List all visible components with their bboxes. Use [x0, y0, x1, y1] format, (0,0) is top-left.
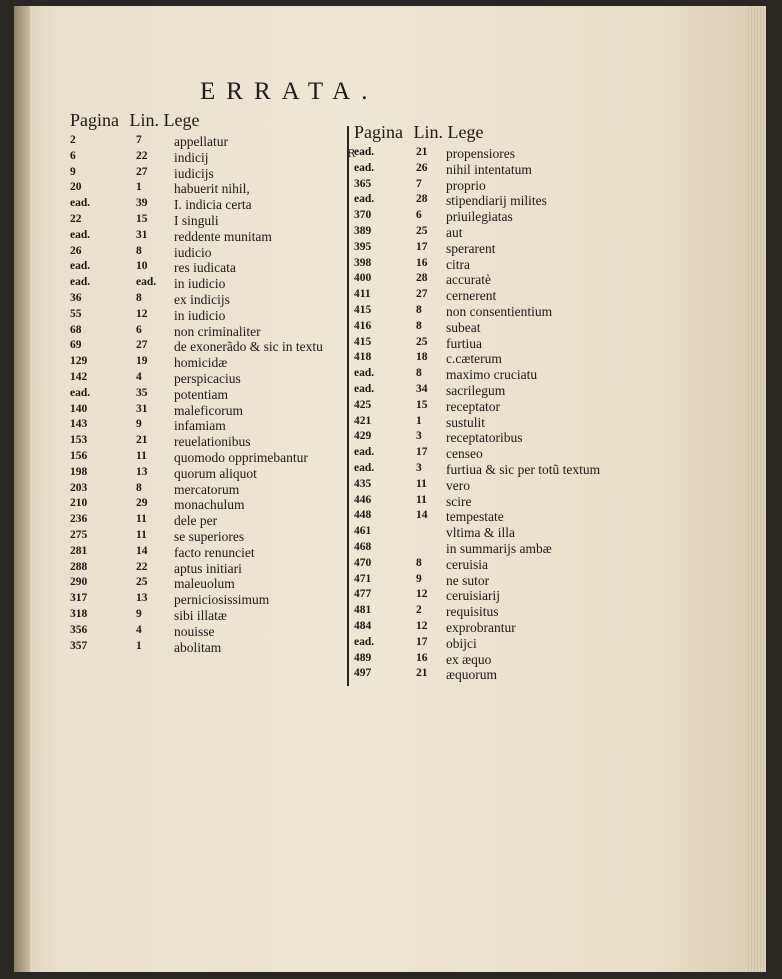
errata-line-number: 9 [416, 572, 422, 585]
errata-page-number: 400 [354, 272, 372, 285]
errata-line-number: 11 [136, 513, 147, 526]
errata-page-number: 236 [70, 513, 88, 526]
errata-correction: proprio [446, 177, 486, 193]
errata-correction: exprobrantur [446, 619, 516, 635]
errata-row [354, 415, 634, 431]
errata-correction: furtiua & sic per totũ textum [446, 461, 601, 477]
errata-row [70, 134, 340, 150]
errata-page-number: 317 [70, 592, 88, 605]
errata-row [70, 592, 340, 608]
errata-line-number: 8 [416, 367, 422, 380]
errata-row [70, 371, 340, 387]
errata-correction: nouisse [174, 623, 215, 639]
errata-row [70, 529, 340, 545]
errata-row [70, 197, 340, 213]
errata-row [354, 193, 634, 209]
errata-correction: ne sutor [446, 572, 490, 588]
errata-page-number: 370 [354, 209, 372, 222]
errata-correction: vero [446, 477, 470, 493]
errata-line-number: 27 [136, 165, 148, 178]
errata-row [354, 320, 634, 336]
errata-line-number: 25 [416, 224, 428, 237]
errata-row [70, 513, 340, 529]
errata-row [354, 573, 634, 589]
errata-line-number: 1 [136, 639, 142, 652]
errata-page-number: 318 [70, 607, 88, 620]
errata-page-number: 484 [354, 619, 372, 632]
errata-correction: ceruisia [446, 556, 488, 572]
errata-row [354, 178, 634, 194]
errata-row [70, 260, 340, 276]
errata-row [70, 450, 340, 466]
errata-row [354, 430, 634, 446]
errata-row [70, 229, 340, 245]
errata-line-number: 13 [136, 465, 148, 478]
errata-line-number: 1 [416, 414, 422, 427]
errata-line-number: 17 [416, 635, 428, 648]
errata-correction: perspicacius [174, 370, 241, 386]
errata-line-number: 14 [416, 509, 428, 522]
errata-line-number: 16 [416, 256, 428, 269]
errata-correction: homicidæ [174, 355, 228, 371]
errata-column-left [70, 110, 340, 655]
errata-correction: sperarent [446, 240, 496, 256]
errata-row [354, 272, 634, 288]
show-through-text [466, 94, 468, 119]
errata-correction: ceruisiarij [446, 588, 500, 604]
errata-page-number: 461 [354, 525, 372, 538]
errata-list-left [70, 134, 340, 655]
errata-page-number: 142 [70, 370, 88, 383]
errata-page-number: 143 [70, 418, 88, 431]
errata-list-right [354, 146, 634, 683]
errata-correction: sustulit [446, 414, 486, 430]
errata-page-number: 395 [354, 240, 372, 253]
errata-row [354, 494, 634, 510]
errata-line-number: 8 [416, 556, 422, 569]
errata-line-number: 2 [416, 604, 422, 617]
book-page [14, 6, 766, 972]
errata-row [70, 608, 340, 624]
book-binding [14, 6, 30, 972]
errata-row [354, 667, 634, 683]
errata-page-number: 389 [354, 224, 372, 237]
errata-correction: scire [446, 493, 472, 509]
errata-page-number: ead. [70, 276, 91, 289]
errata-line-number: 28 [416, 193, 428, 206]
errata-correction: maleuolum [174, 576, 235, 592]
errata-row [354, 146, 634, 162]
errata-page-number: 156 [70, 449, 88, 462]
errata-row [354, 383, 634, 399]
errata-correction: potentiam [174, 386, 228, 402]
errata-line-number: 27 [416, 288, 428, 301]
errata-row [354, 509, 634, 525]
errata-correction: se superiores [174, 528, 245, 544]
errata-row [70, 624, 340, 640]
errata-row [354, 304, 634, 320]
errata-page-number: 68 [70, 323, 82, 336]
errata-page-number: 429 [354, 430, 372, 443]
errata-correction: facto renunciet [174, 544, 255, 560]
errata-row [354, 399, 634, 415]
errata-row [70, 150, 340, 166]
errata-row [70, 640, 340, 656]
errata-correction: aut [446, 224, 463, 240]
errata-page-number: 36 [70, 291, 82, 304]
errata-correction: infamiam [174, 418, 226, 434]
errata-correction: obijci [446, 635, 477, 651]
errata-line-number: 13 [136, 592, 148, 605]
errata-line-number: 12 [416, 588, 428, 601]
errata-page-number: 9 [70, 165, 76, 178]
errata-line-number: 7 [416, 177, 422, 190]
errata-row [354, 336, 634, 352]
errata-correction: vltima & illa [446, 525, 515, 541]
errata-page-number: 153 [70, 434, 88, 447]
margin-mark: R [347, 147, 356, 160]
errata-line-number: 8 [136, 291, 142, 304]
errata-correction: I. indicia certa [174, 197, 252, 213]
errata-row [70, 497, 340, 513]
errata-line-number: 21 [416, 146, 428, 158]
errata-correction: in iudicio [174, 307, 226, 323]
errata-correction: perniciosissimum [174, 592, 270, 608]
errata-correction: in summarijs ambæ [446, 540, 552, 556]
errata-line-number: 8 [416, 303, 422, 316]
errata-row [70, 545, 340, 561]
errata-row [70, 387, 340, 403]
errata-page-number: 481 [354, 604, 372, 617]
errata-row [70, 576, 340, 592]
errata-row [354, 367, 634, 383]
errata-line-number: 9 [136, 607, 142, 620]
errata-correction: reuelationibus [174, 434, 251, 450]
errata-page-number: 415 [354, 335, 372, 348]
errata-page-number: ead. [354, 382, 375, 395]
errata-correction: non consentientium [446, 303, 553, 319]
errata-correction: tempestate [446, 509, 504, 525]
errata-row [354, 225, 634, 241]
errata-line-number: 19 [136, 355, 148, 368]
errata-line-number: 15 [136, 212, 148, 225]
errata-page-number: ead. [70, 260, 91, 273]
errata-row [70, 403, 340, 419]
errata-correction: receptator [446, 398, 500, 414]
errata-page-number: ead. [70, 386, 91, 399]
errata-page-number: 290 [70, 576, 88, 589]
errata-page-number: 421 [354, 414, 372, 427]
errata-page-number: ead. [354, 161, 375, 174]
errata-column-right [354, 122, 634, 683]
errata-line-number: 15 [416, 398, 428, 411]
errata-page-number: 416 [354, 319, 372, 332]
errata-correction: ex æquo [446, 651, 492, 667]
errata-page-number: 470 [354, 556, 372, 569]
errata-page-number: 203 [70, 481, 88, 494]
errata-correction: propensiores [446, 146, 515, 161]
errata-row [70, 276, 340, 292]
errata-row [70, 213, 340, 229]
errata-correction: aptus initiari [174, 560, 242, 576]
errata-page-number: 288 [70, 560, 88, 573]
errata-page-number: ead. [354, 146, 375, 158]
errata-correction: dele per [174, 513, 218, 529]
errata-line-number: 1 [136, 181, 142, 194]
errata-row [354, 446, 634, 462]
errata-page-number: 365 [354, 177, 372, 190]
errata-page-number: 415 [354, 303, 372, 316]
errata-correction: receptatoribus [446, 430, 523, 446]
errata-line-number: 4 [136, 623, 142, 636]
errata-row [70, 181, 340, 197]
errata-page-number: ead. [354, 193, 375, 206]
errata-correction: in iudicio [174, 276, 226, 292]
errata-row [354, 604, 634, 620]
errata-line-number: 35 [136, 386, 148, 399]
errata-correction: habuerit nihil, [174, 181, 250, 197]
errata-page-number: 435 [354, 477, 372, 490]
errata-line-number: 28 [416, 272, 428, 285]
errata-page-number: 446 [354, 493, 372, 506]
errata-page-number: 471 [354, 572, 372, 585]
errata-line-number: 11 [416, 493, 427, 506]
errata-line-number: 10 [136, 260, 148, 273]
errata-line-number: 6 [416, 209, 422, 222]
errata-line-number: 3 [416, 430, 422, 443]
errata-page-number: 448 [354, 509, 372, 522]
errata-correction: monachulum [174, 497, 245, 513]
errata-line-number: 25 [136, 576, 148, 589]
errata-row [354, 162, 634, 178]
errata-line-number: 8 [416, 319, 422, 332]
header-lin-lege: Lin. Lege [413, 122, 484, 142]
errata-correction: maximo cruciatu [446, 367, 538, 383]
header-pagina: Pagina [354, 122, 403, 142]
errata-page-number: 22 [70, 212, 82, 225]
errata-page-number: ead. [354, 461, 375, 474]
errata-page-number: 425 [354, 398, 372, 411]
errata-row [354, 478, 634, 494]
errata-correction: furtiua [446, 335, 482, 351]
errata-row [354, 288, 634, 304]
errata-page-number: 20 [70, 181, 82, 194]
errata-line-number: 31 [136, 402, 148, 415]
errata-row [354, 462, 634, 478]
page-title: ERRATA. [200, 78, 379, 105]
errata-row [354, 588, 634, 604]
errata-correction: accuratè [446, 272, 491, 288]
errata-line-number: 22 [136, 149, 148, 162]
errata-correction: priuilegiatas [446, 209, 513, 225]
errata-line-number: 21 [416, 667, 428, 680]
errata-row [70, 482, 340, 498]
errata-row [354, 257, 634, 273]
errata-row [70, 292, 340, 308]
errata-page-number: 489 [354, 651, 372, 664]
errata-row [70, 561, 340, 577]
errata-line-number: ead. [136, 276, 157, 289]
errata-correction: reddente munitam [174, 228, 272, 244]
errata-line-number: 18 [416, 351, 428, 364]
errata-correction: æquorum [446, 667, 498, 683]
errata-row [354, 620, 634, 636]
errata-page-number: 497 [354, 667, 372, 680]
errata-correction: ex indicijs [174, 291, 230, 307]
errata-line-number: 27 [136, 339, 148, 352]
errata-line-number: 9 [136, 418, 142, 431]
errata-line-number: 3 [416, 461, 422, 474]
errata-correction: stipendiarij milites [446, 193, 547, 209]
errata-row [354, 351, 634, 367]
errata-row [70, 434, 340, 450]
errata-page-number: 468 [354, 540, 372, 553]
errata-row [70, 166, 340, 182]
errata-correction: sibi illatæ [174, 607, 227, 623]
errata-line-number: 26 [416, 161, 428, 174]
errata-row [70, 418, 340, 434]
errata-page-number: 210 [70, 497, 88, 510]
errata-line-number: 6 [136, 323, 142, 336]
errata-row [354, 557, 634, 573]
errata-correction: c.cæterum [446, 351, 502, 367]
errata-line-number: 12 [136, 307, 148, 320]
errata-page-number: ead. [354, 446, 375, 459]
errata-row [70, 245, 340, 261]
errata-page-number: 55 [70, 307, 82, 320]
errata-line-number: 16 [416, 651, 428, 664]
errata-row [354, 209, 634, 225]
errata-row [70, 466, 340, 482]
errata-page-number: 398 [354, 256, 372, 269]
errata-page-number: 477 [354, 588, 372, 601]
errata-page-number: 2 [70, 134, 76, 146]
errata-correction: cernerent [446, 288, 497, 304]
errata-line-number: 25 [416, 335, 428, 348]
errata-page-number: 26 [70, 244, 82, 257]
errata-page-number: 356 [70, 623, 88, 636]
column-header-left [70, 110, 340, 134]
errata-correction: maleficorum [174, 402, 243, 418]
errata-page-number: ead. [70, 228, 91, 241]
errata-page-number: 69 [70, 339, 82, 352]
errata-correction: I singuli [174, 212, 219, 228]
errata-page-number: 6 [70, 149, 76, 162]
errata-line-number: 7 [136, 134, 142, 146]
errata-row [70, 308, 340, 324]
errata-line-number: 4 [136, 370, 142, 383]
errata-row [70, 324, 340, 340]
errata-correction: subeat [446, 319, 481, 335]
errata-page-number: 140 [70, 402, 88, 415]
errata-correction: mercatorum [174, 481, 240, 497]
errata-correction: nihil intentatum [446, 161, 532, 177]
errata-line-number: 21 [136, 434, 148, 447]
header-lin-lege: Lin. Lege [129, 110, 200, 130]
errata-line-number: 12 [416, 619, 428, 632]
errata-line-number: 14 [136, 544, 148, 557]
errata-row [354, 525, 634, 541]
errata-correction: quorum aliquot [174, 465, 257, 481]
errata-page-number: ead. [70, 197, 91, 210]
errata-line-number: 11 [136, 449, 147, 462]
errata-correction: non criminaliter [174, 323, 261, 339]
errata-page-number: 275 [70, 528, 88, 541]
errata-line-number: 34 [416, 382, 428, 395]
errata-page-number: 357 [70, 639, 88, 652]
errata-row [354, 541, 634, 557]
errata-page-number: 281 [70, 544, 88, 557]
errata-line-number: 29 [136, 497, 148, 510]
errata-line-number: 11 [416, 477, 427, 490]
errata-page-number: 411 [354, 288, 371, 301]
errata-correction: requisitus [446, 604, 499, 620]
errata-correction: appellatur [174, 134, 228, 149]
column-divider [347, 126, 349, 686]
errata-line-number: 31 [136, 228, 148, 241]
errata-correction: sacrilegum [446, 382, 506, 398]
errata-line-number: 11 [136, 528, 147, 541]
errata-row [70, 339, 340, 355]
errata-correction: res iudicata [174, 260, 236, 276]
errata-line-number: 8 [136, 481, 142, 494]
errata-correction: censeo [446, 446, 483, 462]
header-pagina: Pagina [70, 110, 119, 130]
errata-correction: citra [446, 256, 470, 272]
errata-correction: quomodo opprimebantur [174, 449, 308, 465]
errata-row [354, 241, 634, 257]
errata-page-number: 198 [70, 465, 88, 478]
errata-row [354, 652, 634, 668]
errata-line-number: 17 [416, 446, 428, 459]
errata-line-number: 22 [136, 560, 148, 573]
errata-page-number: 418 [354, 351, 372, 364]
errata-line-number: 39 [136, 197, 148, 210]
errata-correction: indicij [174, 149, 209, 165]
errata-row [354, 636, 634, 652]
errata-correction: iudicio [174, 244, 212, 260]
errata-page-number: ead. [354, 635, 375, 648]
errata-correction: abolitam [174, 639, 222, 655]
errata-row [70, 355, 340, 371]
errata-line-number: 17 [416, 240, 428, 253]
errata-correction: iudicijs [174, 165, 214, 181]
errata-page-number: ead. [354, 367, 375, 380]
errata-correction: de exonerãdo & sic in textu [174, 339, 323, 355]
errata-line-number: 8 [136, 244, 142, 257]
page-edges [748, 6, 766, 972]
errata-page-number: 129 [70, 355, 88, 368]
column-header-right [354, 122, 634, 146]
